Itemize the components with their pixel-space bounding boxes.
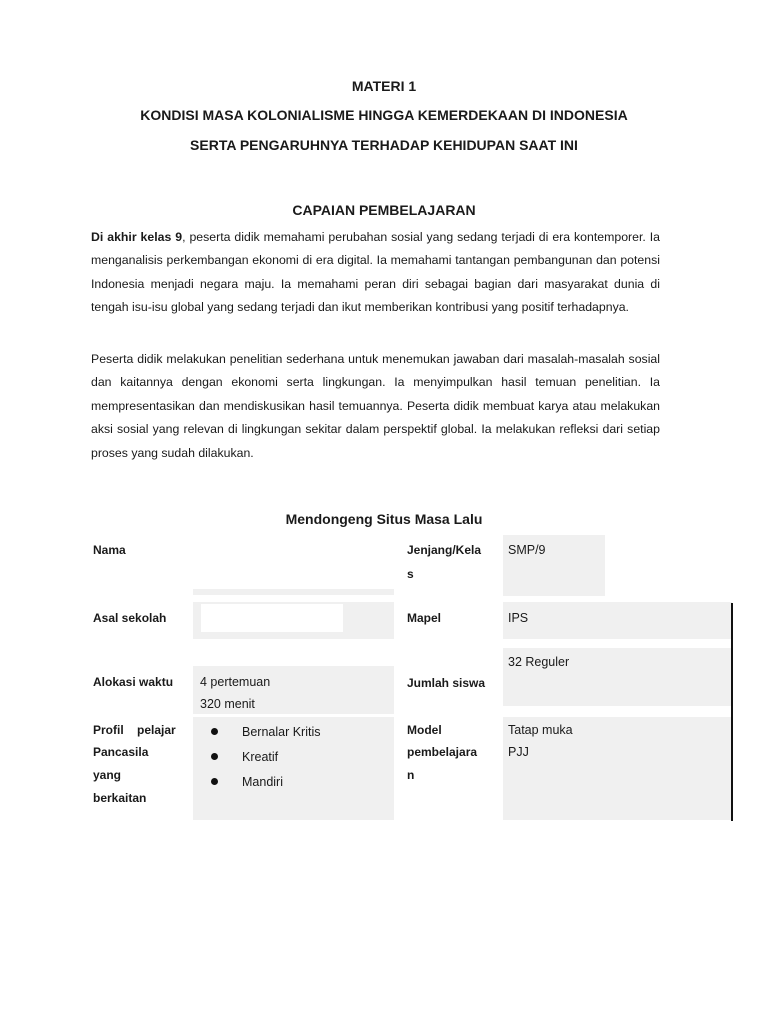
profil-label-4: berkaitan	[93, 791, 147, 805]
capaian-p1-text: , peserta didik memahami perubahan sosial yang sedang terjadi di era kontemporer. Ia menganalisis perkembangan ekonomi di era digital. Ia memahami tantangan pembangunan dan potensi Indonesia menjadi negara maju. Ia memahami peran diri sebagai bagian dari masyarakat dunia di tengah isu-isu global yang sedang terjadi dan ikut memberikan kontribusi yang positif terhadapnya.	[91, 230, 660, 315]
alokasi-value-1: 4 pertemuan	[200, 675, 271, 689]
bullet-icon	[211, 753, 218, 760]
bullet-icon	[211, 728, 218, 735]
materi-label: MATERI 1	[351, 78, 417, 94]
profil-label-3: yang	[93, 768, 122, 782]
capaian-p1-bold: Di akhir kelas 9	[91, 230, 183, 244]
jenjang-value: SMP/9	[508, 543, 546, 557]
jumlah-value: 32 Reguler	[508, 655, 570, 669]
jumlah-label: Jumlah siswa	[407, 676, 486, 690]
capaian-paragraph-2: Peserta didik melakukan penelitian sederhana untuk menemukan jawaban dari masalah-masalah sosial dan kaitannya dengan ekonomi serta lingkungan. Ia menyimpulkan hasil temuan penelitian. Ia mempresentasikan dan mendiskusikan hasil temuannya. Peserta didik membuat karya atau melakukan aksi sosial yang relevan di lingkungan sekitar dalam perspektif global. Ia melakukan refleksi dari setiap proses yang sudah dilakukan.	[91, 352, 660, 460]
nama-label: Nama	[93, 543, 126, 557]
table-heading: Mendongeng Situs Masa Lalu	[285, 511, 483, 527]
asal-label: Asal sekolah	[93, 611, 167, 625]
capaian-paragraph-1	[91, 226, 660, 320]
capaian-heading: CAPAIAN PEMBELAJARAN	[292, 202, 476, 218]
alokasi-value-2: 320 menit	[200, 697, 255, 711]
table-right-border	[731, 603, 733, 821]
profil-label-1: Profil pelajar	[93, 723, 176, 737]
title-line-1: KONDISI MASA KOLONIALISME HINGGA KEMERDEKAAN DI INDONESIA	[140, 107, 628, 123]
jenjang-label-b: s	[407, 567, 414, 581]
nama-value-cell	[193, 589, 394, 595]
bullet-icon	[211, 778, 218, 785]
model-value-2: PJJ	[508, 745, 529, 759]
jenjang-label-a: Jenjang/Kela	[407, 543, 482, 557]
model-label-2: pembelajara	[407, 745, 478, 759]
model-label-1: Model	[407, 723, 442, 737]
profil-item: Bernalar Kritis	[242, 725, 321, 739]
mapel-value: IPS	[508, 611, 529, 625]
profil-label-2: Pancasila	[93, 745, 149, 759]
model-label-3: n	[407, 768, 415, 782]
model-value-1: Tatap muka	[508, 723, 573, 737]
title-line-2: SERTA PENGARUHNYA TERHADAP KEHIDUPAN SAAT INI	[190, 137, 578, 153]
profil-item: Mandiri	[242, 775, 283, 789]
profil-item: Kreatif	[242, 750, 279, 764]
asal-input-box[interactable]	[201, 604, 343, 632]
alokasi-label: Alokasi waktu	[93, 675, 174, 689]
mapel-value-cell	[503, 602, 732, 639]
mapel-label: Mapel	[407, 611, 442, 625]
